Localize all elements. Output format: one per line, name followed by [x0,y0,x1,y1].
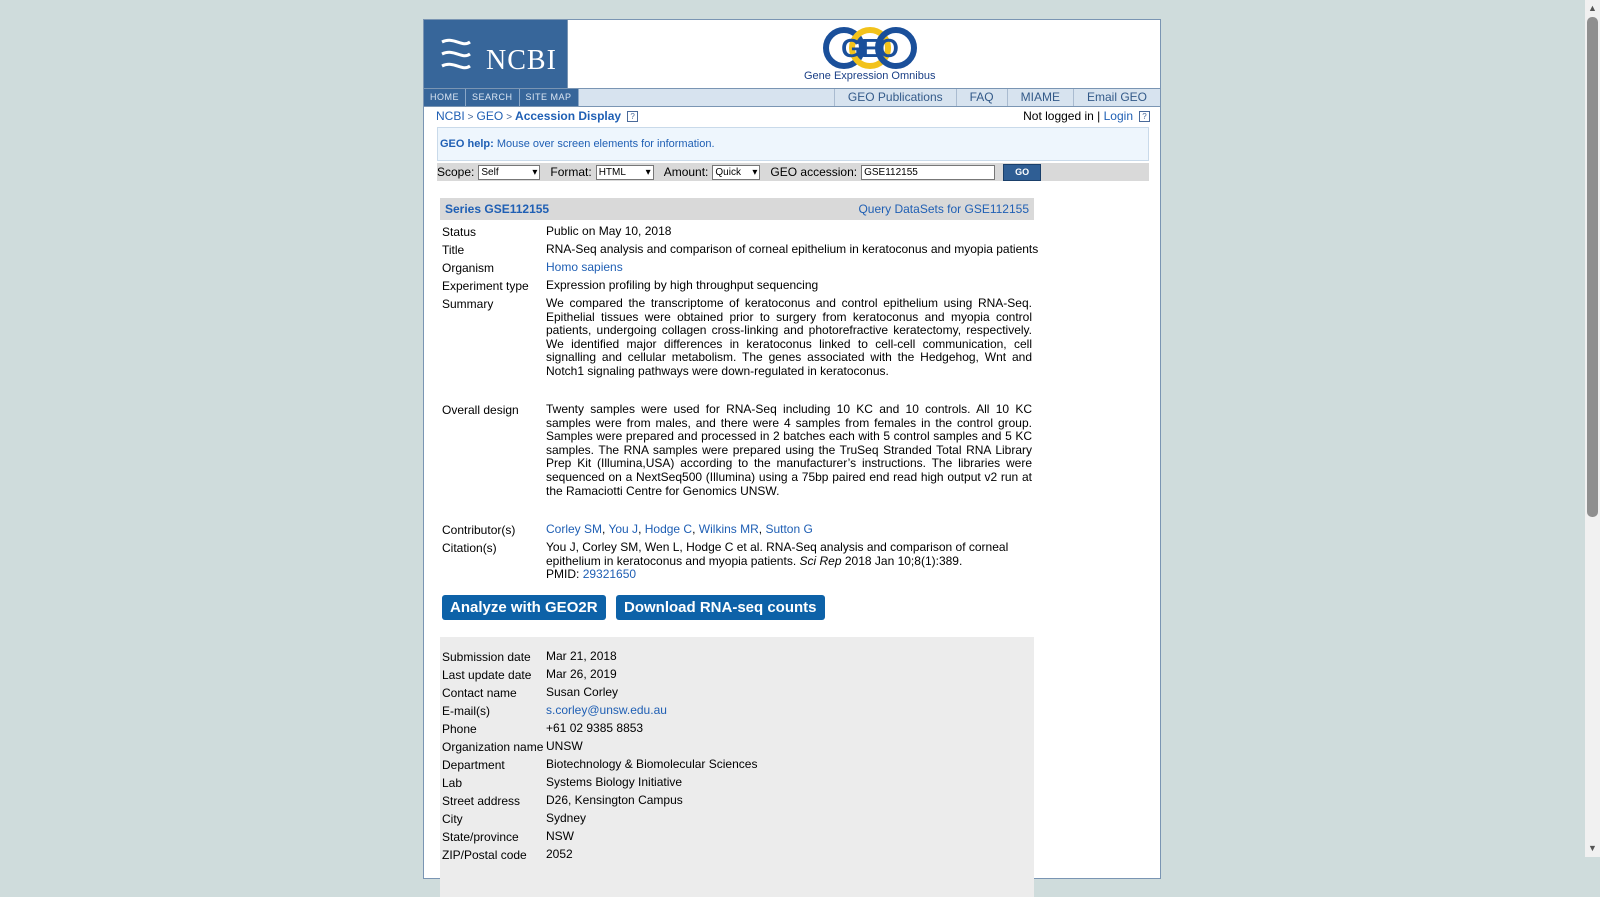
experiment-type-value: Expression profiling by high throughput sequencing [546,278,819,292]
contact-value: NSW [546,829,574,843]
query-bar [437,163,1149,181]
accession-label: GEO accession: [770,165,858,179]
contributors-label: Contributor(s) [442,523,516,537]
format-label: Format: [550,165,592,179]
geo-logo-text: GEO [841,33,899,63]
go-button[interactable]: GO [1003,164,1041,181]
contributor-link[interactable]: Sutton G [765,522,813,536]
citations-label: Citation(s) [442,541,497,555]
help-text: Mouse over screen elements for information. [496,138,715,150]
nav-search[interactable]: SEARCH [466,89,520,106]
contact-value: Susan Corley [546,685,619,699]
contact-label: Contact name [442,686,517,700]
title-value: RNA-Seq analysis and comparison of corneal epithelium in keratoconus and myopia patients [546,242,1039,256]
download-counts-button[interactable]: Download RNA-seq counts [616,595,825,620]
contributor-link[interactable]: You J [608,522,639,536]
accession-input[interactable]: GSE112155 [861,165,995,180]
contact-value: 2052 [546,847,573,861]
top-navbar [424,88,1160,107]
ncbi-helix-icon [436,34,476,74]
breadcrumb-geo[interactable]: GEO [476,109,504,123]
contact-label: Department [442,758,505,772]
contact-label: Organization name [442,740,544,754]
scroll-down-icon[interactable]: ▼ [1588,843,1597,853]
ncbi-logo-text: NCBI [486,45,557,76]
status-label: Status [442,225,477,239]
contact-value: Mar 26, 2019 [546,667,617,681]
geo-help-box [437,127,1149,161]
series-title: Series GSE112155 [445,202,550,216]
nav-email-geo[interactable]: Email GEO [1073,89,1160,106]
status-value: Public on May 10, 2018 [546,224,672,238]
format-select[interactable]: HTML ▾ [596,165,654,180]
citation-value [546,541,1032,582]
organism-link[interactable]: Homo sapiens [546,260,623,274]
geo-logo[interactable] [804,26,934,86]
contact-label: Street address [442,794,521,808]
scope-label: Scope: [437,165,475,179]
analyze-geo2r-button[interactable]: Analyze with GEO2R [442,595,606,620]
help-icon[interactable]: ? [1139,111,1150,122]
pmid-link[interactable]: 29321650 [582,567,637,582]
help-label: GEO help: [440,138,494,150]
nav-home[interactable]: HOME [424,89,466,106]
contact-label: Last update date [442,668,532,682]
contributors-list: Corley SM, You J, Hodge C, Wilkins MR, Sutton G [546,522,813,536]
login-area [1023,109,1150,123]
breadcrumb-sep: > [467,112,474,123]
overall-design-value: Twenty samples were used for RNA-Seq including 10 KC and 10 controls. All 10 KC samples were from males, and there were 4 samples from females in the control group. Samples were prepared and processed in 2 batches each with 5 control samples and 5 KC samples. The RNA samples were prepared using the TruSeq Stranded Total RNA Library Prep Kit (Illumina,USA) according to the manufacturer’s instructions. The libraries were sequenced on a NextSeq500 (Illumina) using a 75bp paired end read high output v2 run at the Ramaciotti Centre for Genomics UNSW. [546,402,1032,498]
contact-label: Submission date [442,650,531,664]
geo-logo-icon [814,26,926,70]
email-link[interactable]: s.corley@unsw.edu.au [546,703,667,717]
overall-design-label: Overall design [442,403,519,417]
breadcrumb-sep: > [506,112,513,123]
contact-label: City [442,812,463,826]
help-icon[interactable]: ? [627,111,638,122]
organism-label: Organism [442,261,495,275]
query-datasets-link[interactable]: Query DataSets for GSE112155 [858,202,1029,216]
experiment-type-label: Experiment type [442,279,529,293]
geo-page [423,19,1161,879]
breadcrumb [436,109,638,123]
breadcrumb-ncbi[interactable]: NCBI [436,109,465,123]
contributor-link[interactable]: Corley SM [546,522,603,536]
contact-value: Sydney [546,811,587,825]
contributor-link[interactable]: Hodge C [644,522,693,536]
contact-value: Biotechnology & Biomolecular Sciences [546,757,758,771]
contributor-link[interactable]: Wilkins MR [698,522,759,536]
login-status: Not logged in | [1023,109,1101,123]
nav-miame[interactable]: MIAME [1007,89,1073,106]
nav-site-map[interactable]: SITE MAP [520,89,579,106]
summary-label: Summary [442,297,494,311]
title-label: Title [442,243,465,257]
scope-select[interactable]: Self ▾ [478,165,540,180]
ncbi-nav [424,89,579,106]
nav-geo-publications[interactable]: GEO Publications [834,89,956,106]
contact-value: UNSW [546,739,583,753]
citation-date: 2018 Jan 10;8(1):389. [844,553,963,568]
scroll-up-icon[interactable]: ▲ [1588,3,1597,13]
amount-label: Amount: [663,165,709,179]
contact-value: D26, Kensington Campus [546,793,683,807]
contact-label: State/province [442,830,519,844]
amount-select[interactable]: Quick ▾ [712,165,760,180]
breadcrumb-current: Accession Display [515,109,622,123]
contact-label: E-mail(s) [442,704,490,718]
contact-label: Phone [442,722,477,736]
nav-faq[interactable]: FAQ [956,89,1007,106]
series-header [440,198,1034,220]
scrollbar-thumb[interactable] [1587,17,1598,517]
summary-value: We compared the transcriptome of keratoconus and control epithelium using RNA-Seq. Epithelial tissues were obtained prior to surgery from keratoconus and myopia control patients, undergoing collagen cross-linking and photorefractive keratectomy, respectively. We identified major differences in keratoconus linked to cell-cell communication, cell signalling and cellular metabolism. The genes associated with the Hedgehog, Wnt and Notch1 signaling pathways were down-regulated in keratoconus. [546,296,1032,378]
contact-label: ZIP/Postal code [442,848,527,862]
geo-subtitle: Gene Expression Omnibus [804,70,936,82]
citation-text: You J, Corley SM, Wen L, Hodge C et al. RNA-Seq analysis and comparison of corneal epithelium in keratoconus and myopia patients. [546,540,1009,568]
login-link[interactable]: Login [1103,109,1133,123]
contact-value: Mar 21, 2018 [546,649,617,663]
pmid-label: PMID: [546,567,580,582]
citation-journal: Sci Rep [799,553,842,568]
contact-label: Lab [442,776,463,790]
geo-nav [834,89,1160,106]
page-scrollbar[interactable] [1585,0,1600,857]
contact-value: Systems Biology Initiative [546,775,683,789]
ncbi-logo[interactable] [424,20,568,88]
contact-value: +61 02 9385 8853 [546,721,644,735]
